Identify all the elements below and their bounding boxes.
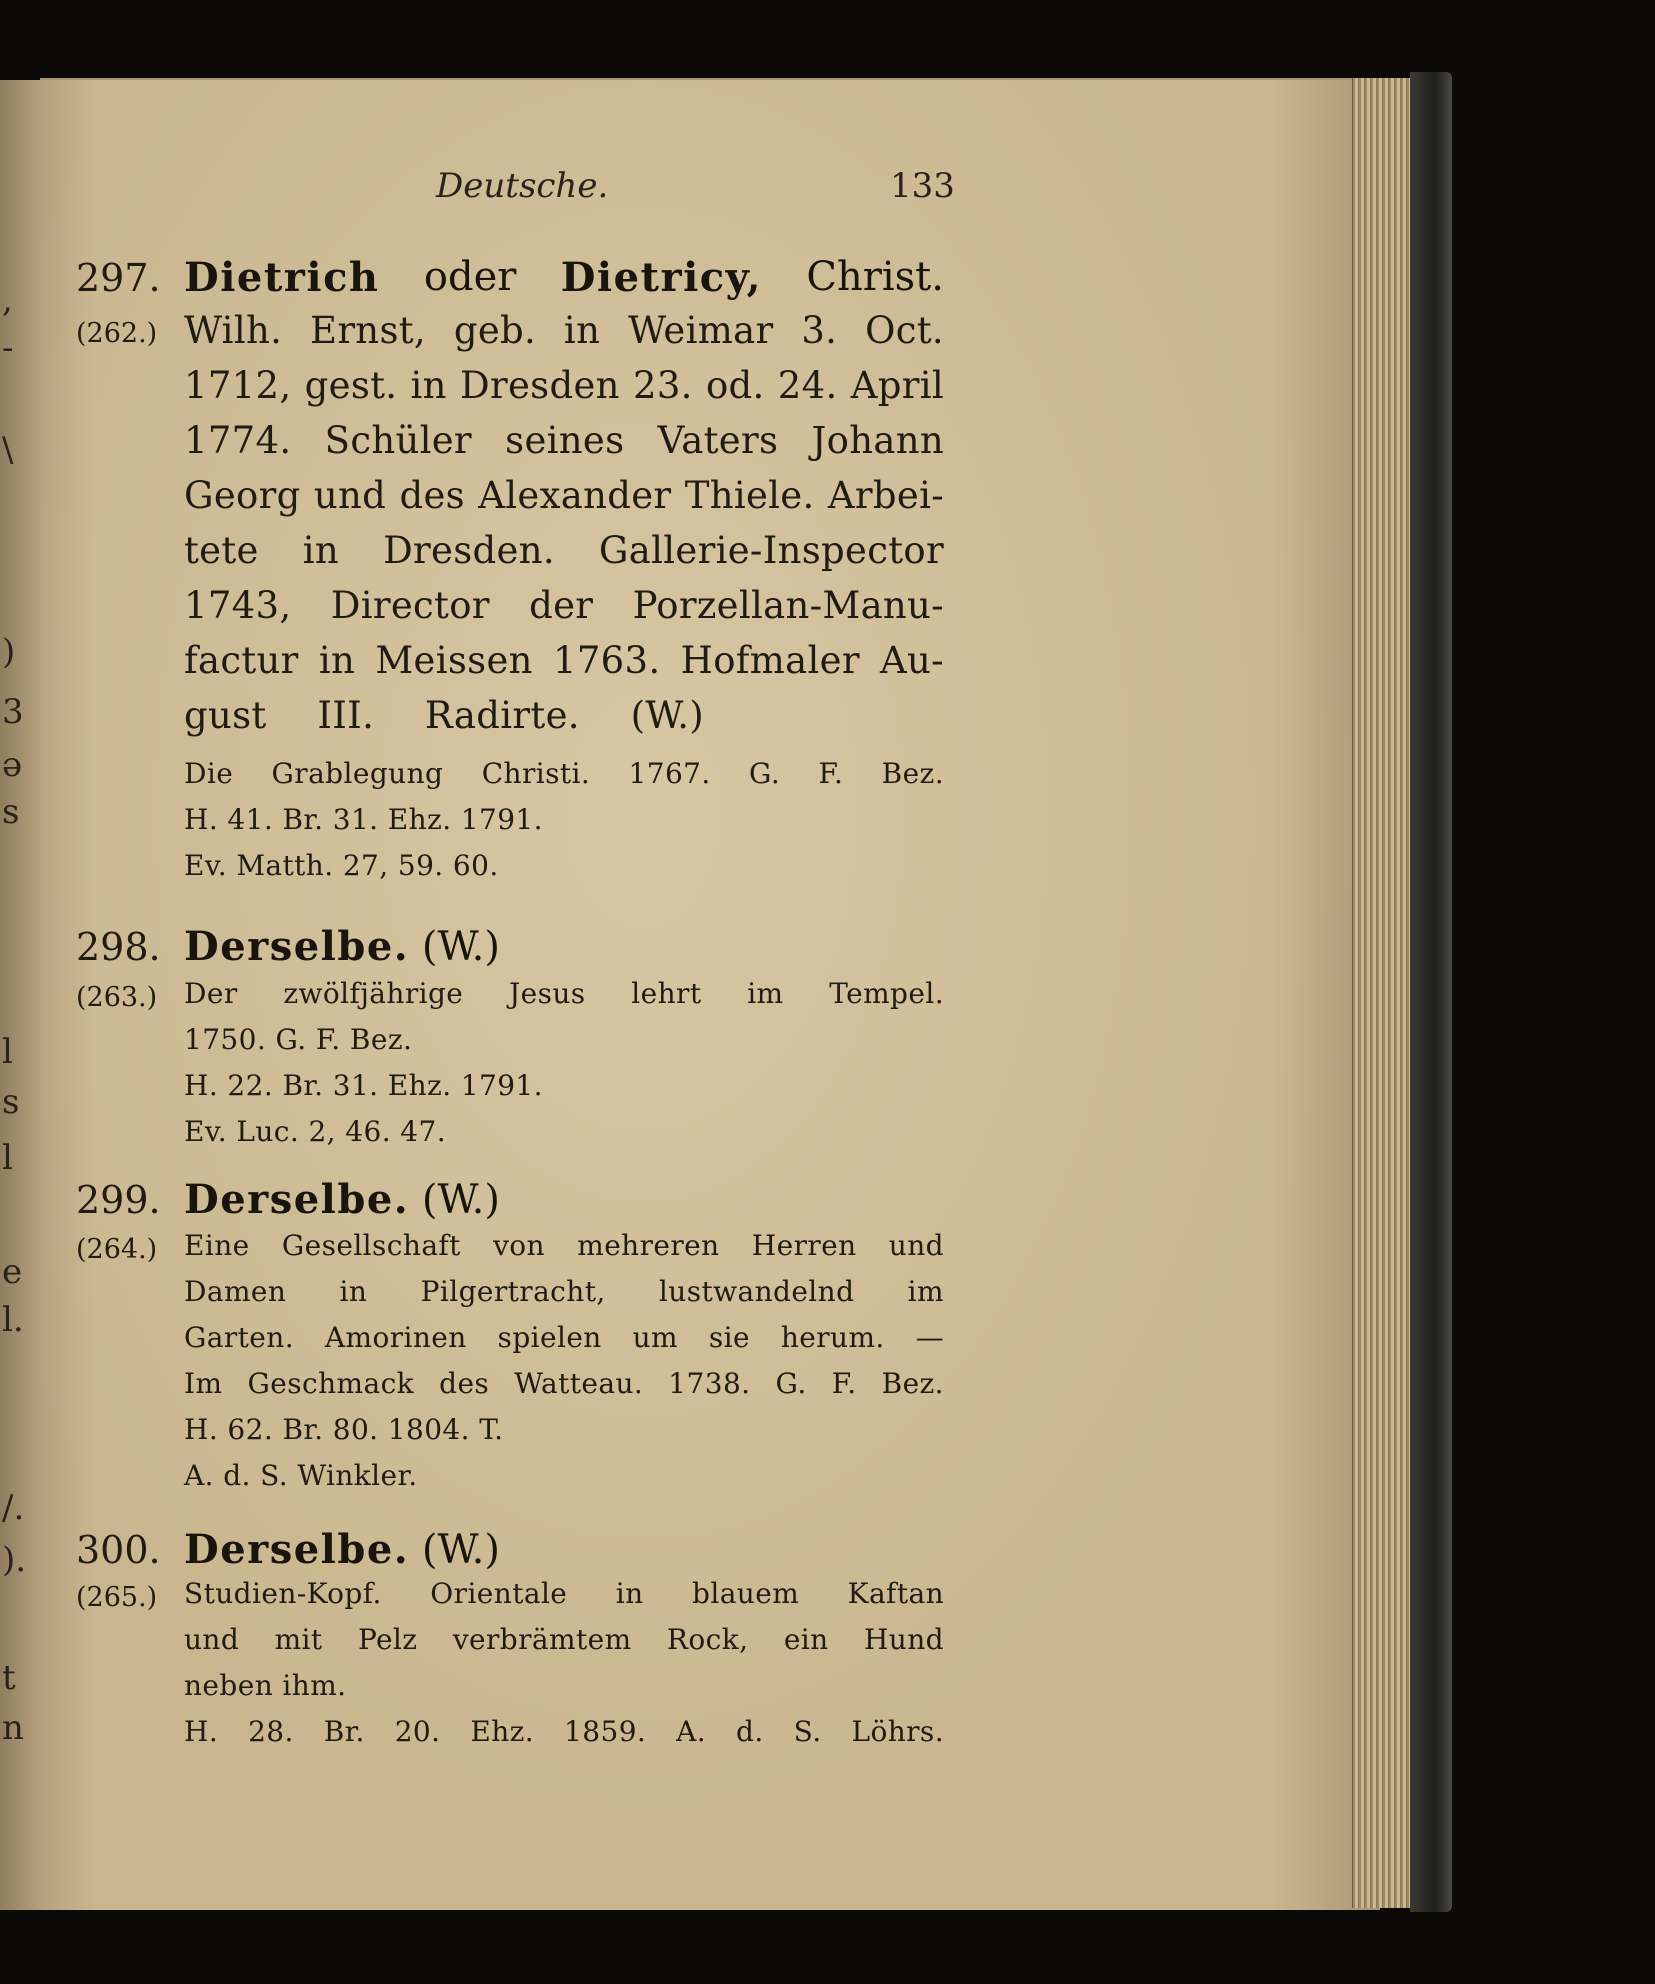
book-cover-edge: [1410, 72, 1452, 1912]
artist-name: Derselbe.: [184, 1176, 410, 1223]
entry-heading: [184, 923, 500, 970]
margin-letter: /.: [2, 1488, 25, 1528]
artist-name: Derselbe.: [184, 923, 410, 970]
detail-line: H. 22. Br. 31. Ehz. 1791.: [184, 1069, 543, 1102]
detail-line: Damen in Pilgertracht, lustwandelnd im: [184, 1275, 944, 1308]
detail-line: neben ihm.: [184, 1669, 347, 1702]
heading-tail: (W.): [409, 924, 500, 970]
page-number: 133: [890, 166, 955, 206]
running-head-title: Deutsche.: [436, 166, 609, 206]
detail-line: Ev. Luc. 2, 46. 47.: [184, 1115, 447, 1148]
heading-connector: oder: [423, 254, 517, 300]
margin-letter: ).: [2, 1540, 27, 1580]
bio-line: gust III. Radirte. (W.): [184, 694, 704, 737]
entry-number: 300.: [76, 1528, 161, 1572]
heading-tail: Christ.: [806, 254, 944, 300]
detail-line: Studien-Kopf. Orientale in blauem Kaftan: [184, 1577, 944, 1610]
margin-letter: t: [2, 1658, 16, 1698]
detail-line: H. 28. Br. 20. Ehz. 1859. A. d. S. Löhrs.: [184, 1715, 944, 1748]
bio-line: 1774. Schüler seines Vaters Johann: [184, 419, 944, 462]
margin-letter: l: [2, 1138, 13, 1178]
entry-heading: [184, 254, 944, 301]
margin-letter: s: [2, 1082, 20, 1122]
bio-line: 1743, Director der Porzellan-Manu-: [184, 584, 944, 627]
bio-line: Georg und des Alexander Thiele. Arbei-: [184, 474, 944, 517]
detail-line: und mit Pelz verbrämtem Rock, ein Hund: [184, 1623, 944, 1656]
margin-letter: s: [2, 792, 20, 832]
margin-letter: e: [2, 1252, 23, 1292]
previous-number: (263.): [76, 982, 158, 1013]
heading-tail: (W.): [409, 1177, 500, 1223]
previous-number: (262.): [76, 318, 158, 349]
entry-heading: [184, 1526, 500, 1573]
detail-line: Eine Gesellschaft von mehreren Herren und: [184, 1229, 944, 1262]
facing-page-edge: [0, 80, 44, 1910]
margin-letter: \: [2, 430, 14, 470]
entry-number: 299.: [76, 1178, 161, 1222]
detail-line: H. 41. Br. 31. Ehz. 1791.: [184, 803, 543, 836]
margin-letter: n: [2, 1708, 24, 1748]
bio-line: tete in Dresden. Gallerie-Inspector: [184, 529, 944, 572]
entry-heading: [184, 1176, 500, 1223]
bio-line: factur in Meissen 1763. Hofmaler Au-: [184, 639, 944, 682]
margin-letter: l: [2, 1032, 13, 1072]
detail-line: Garten. Amorinen spielen um sie herum. —: [184, 1321, 944, 1354]
artist-alias: Dietricy,: [560, 254, 762, 301]
previous-number: (264.): [76, 1234, 158, 1265]
heading-tail: (W.): [409, 1527, 500, 1573]
detail-line: 1750. G. F. Bez.: [184, 1023, 413, 1056]
margin-letter: -: [2, 328, 14, 368]
detail-line: A. d. S. Winkler.: [184, 1459, 418, 1492]
detail-line: Der zwölfjährige Jesus lehrt im Tempel.: [184, 977, 944, 1010]
entry-number: 297.: [76, 256, 161, 300]
margin-letter: ): [2, 632, 16, 672]
detail-line: Die Grablegung Christi. 1767. G. F. Bez.: [184, 757, 944, 790]
detail-line: Im Geschmack des Watteau. 1738. G. F. Bez.: [184, 1367, 944, 1400]
detail-line: H. 62. Br. 80. 1804. T.: [184, 1413, 504, 1446]
margin-letter: ,: [2, 280, 13, 320]
margin-letter: ə: [2, 745, 23, 785]
bio-line: Wilh. Ernst, geb. in Weimar 3. Oct.: [184, 309, 944, 352]
bio-line: 1712, gest. in Dresden 23. od. 24. April: [184, 364, 944, 407]
detail-line: Ev. Matth. 27, 59. 60.: [184, 849, 499, 882]
previous-number: (265.): [76, 1582, 158, 1613]
margin-letter: l.: [2, 1300, 24, 1340]
artist-name: Dietrich: [184, 254, 380, 301]
margin-letter: 3: [2, 692, 24, 732]
entry-number: 298.: [76, 925, 161, 969]
artist-name: Derselbe.: [184, 1526, 410, 1573]
